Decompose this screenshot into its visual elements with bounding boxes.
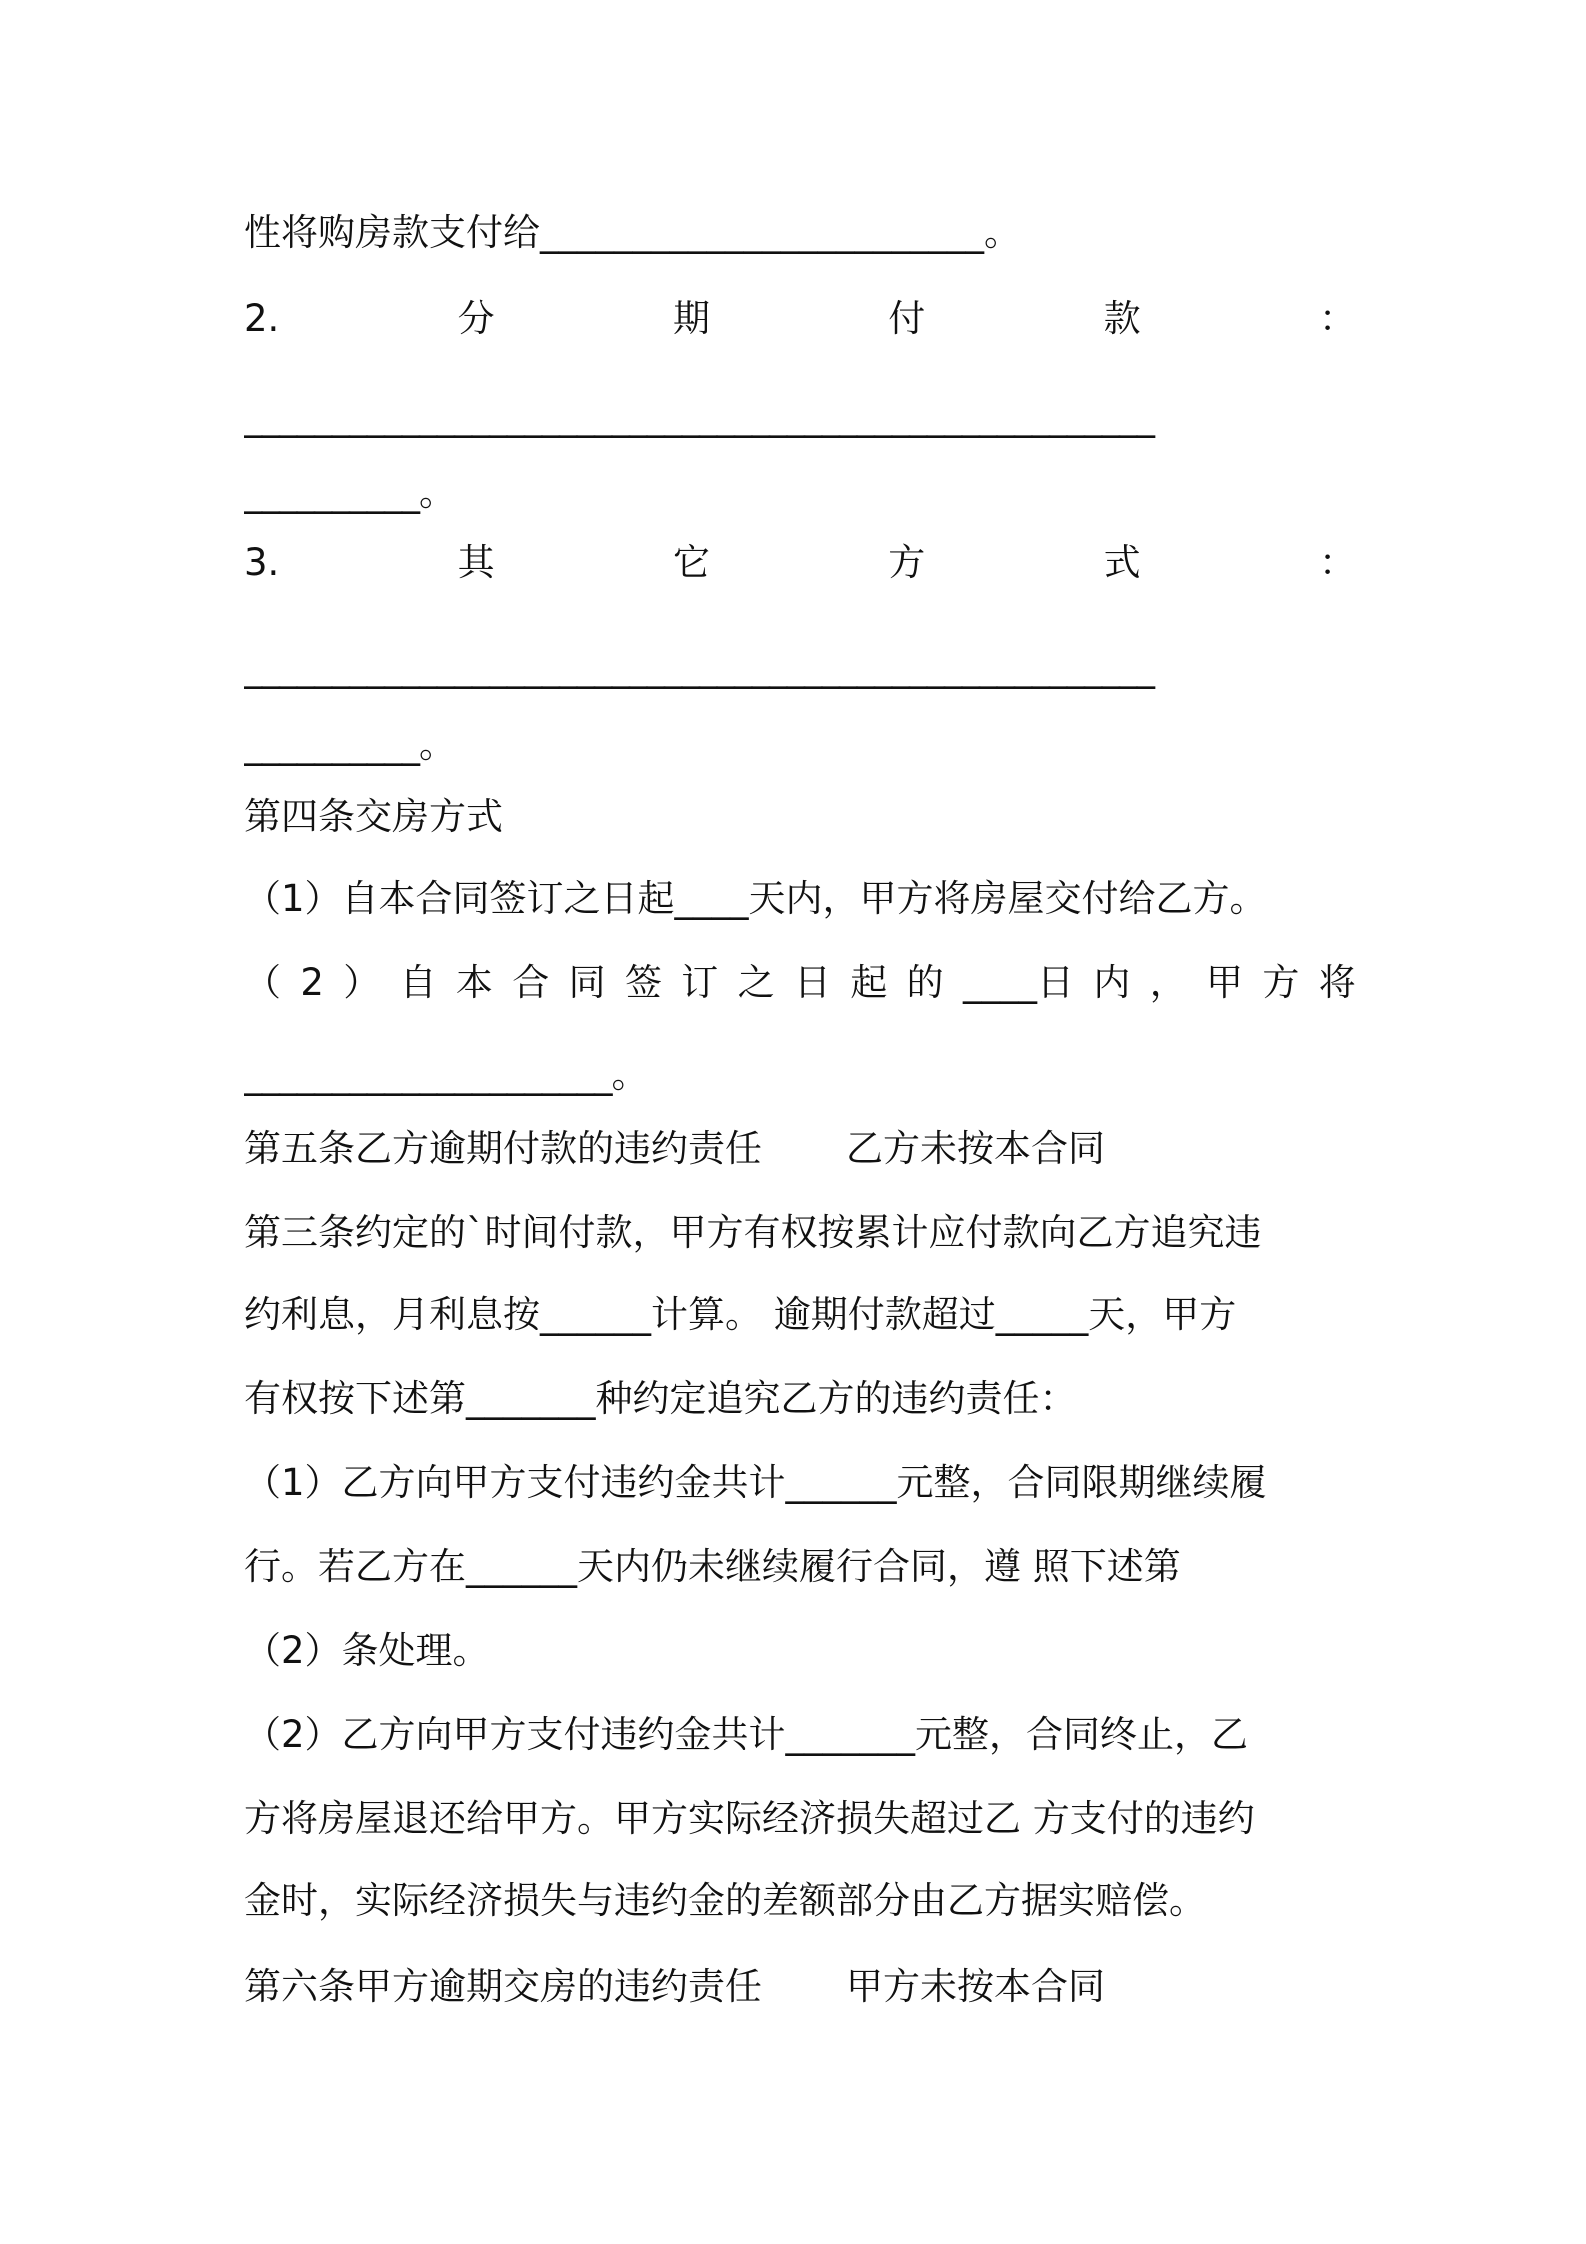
text-char: 合 — [512, 961, 550, 1004]
heading-char: ： — [1318, 297, 1356, 340]
section-lead: 甲方未按本合同 — [846, 1965, 1105, 2008]
heading-char: 分 — [457, 297, 495, 340]
blank-line-end: _____________________。 — [244, 1053, 648, 1096]
clause-number: 3. — [244, 541, 280, 584]
blank-line: ____________________________________________________ — [244, 395, 1154, 438]
heading-char: ： — [1318, 541, 1356, 584]
text-char: 内 — [1093, 961, 1131, 1004]
text-char: ， — [1149, 961, 1187, 1004]
text-char: 甲 — [1206, 961, 1244, 1004]
text-line: 约利息，月利息按______计算。 逾期付款超过_____天，甲方 — [244, 1293, 1237, 1336]
section-title: 第五条乙方逾期付款的违约责任 — [244, 1127, 762, 1170]
text-char: 签 — [624, 961, 662, 1004]
blank-line-end: __________。 — [244, 723, 455, 766]
text-char: 方 — [1262, 961, 1300, 1004]
text-char: 日 — [793, 961, 831, 1004]
blank-line: ____________________________________________________ — [244, 646, 1154, 689]
text-line: 方将房屋退还给甲方。甲方实际经济损失超过乙 方支付的违约 — [244, 1797, 1255, 1840]
text-char: 订 — [681, 961, 719, 1004]
section-heading-4: 第四条交房方式 — [244, 795, 503, 838]
text-char: ____日 — [963, 961, 1075, 1004]
heading-char: 其 — [457, 541, 495, 584]
text-line-delivery-2 — [244, 958, 1356, 1008]
text-char: 同 — [568, 961, 606, 1004]
text-char: ） — [343, 961, 381, 1004]
text-char: 自 — [399, 961, 437, 1004]
text-char: （ — [244, 961, 281, 1004]
text-line: 金时，实际经济损失与违约金的差额部分由乙方据实赔偿。 — [244, 1879, 1206, 1922]
section-lead: 乙方未按本合同 — [846, 1127, 1105, 1170]
text-line-payment-recipient: 性将购房款支付给________________________。 — [244, 211, 1021, 254]
heading-char: 期 — [672, 297, 710, 340]
heading-char: 付 — [888, 297, 926, 340]
text-line: 行。若乙方在______天内仍未继续履行合同，遵 照下述第 — [244, 1545, 1181, 1588]
text-line: 有权按下述第_______种约定追究乙方的违约责任： — [244, 1377, 1077, 1420]
clause-other-method-heading — [244, 538, 1356, 588]
blank-line-end: __________。 — [244, 471, 455, 514]
heading-char: 方 — [888, 541, 926, 584]
heading-char: 式 — [1103, 541, 1141, 584]
text-line: （2）条处理。 — [244, 1629, 490, 1672]
text-char: 2 — [300, 961, 324, 1004]
text-line-delivery-1: （1）自本合同签订之日起____天内，甲方将房屋交付给乙方。 — [244, 877, 1267, 920]
text-line: 第三条约定的`时间付款，甲方有权按累计应付款向乙方追究违 — [244, 1211, 1262, 1254]
text-char: 将 — [1318, 961, 1356, 1004]
text-char: 本 — [455, 961, 493, 1004]
text-line: （2）乙方向甲方支付违约金共计_______元整，合同终止，乙 — [244, 1713, 1249, 1756]
text-char: 之 — [737, 961, 775, 1004]
heading-char: 它 — [672, 541, 710, 584]
text-char: 的 — [906, 961, 944, 1004]
text-line: （1）乙方向甲方支付违约金共计______元整，合同限期继续履 — [244, 1461, 1267, 1504]
clause-installment-heading — [244, 294, 1356, 344]
section-heading-5 — [244, 1124, 1356, 1174]
section-title: 第六条甲方逾期交房的违约责任 — [244, 1965, 762, 2008]
section-heading-6 — [244, 1962, 1356, 2012]
text-char: 起 — [850, 961, 888, 1004]
clause-number: 2. — [244, 297, 280, 340]
heading-char: 款 — [1103, 297, 1141, 340]
